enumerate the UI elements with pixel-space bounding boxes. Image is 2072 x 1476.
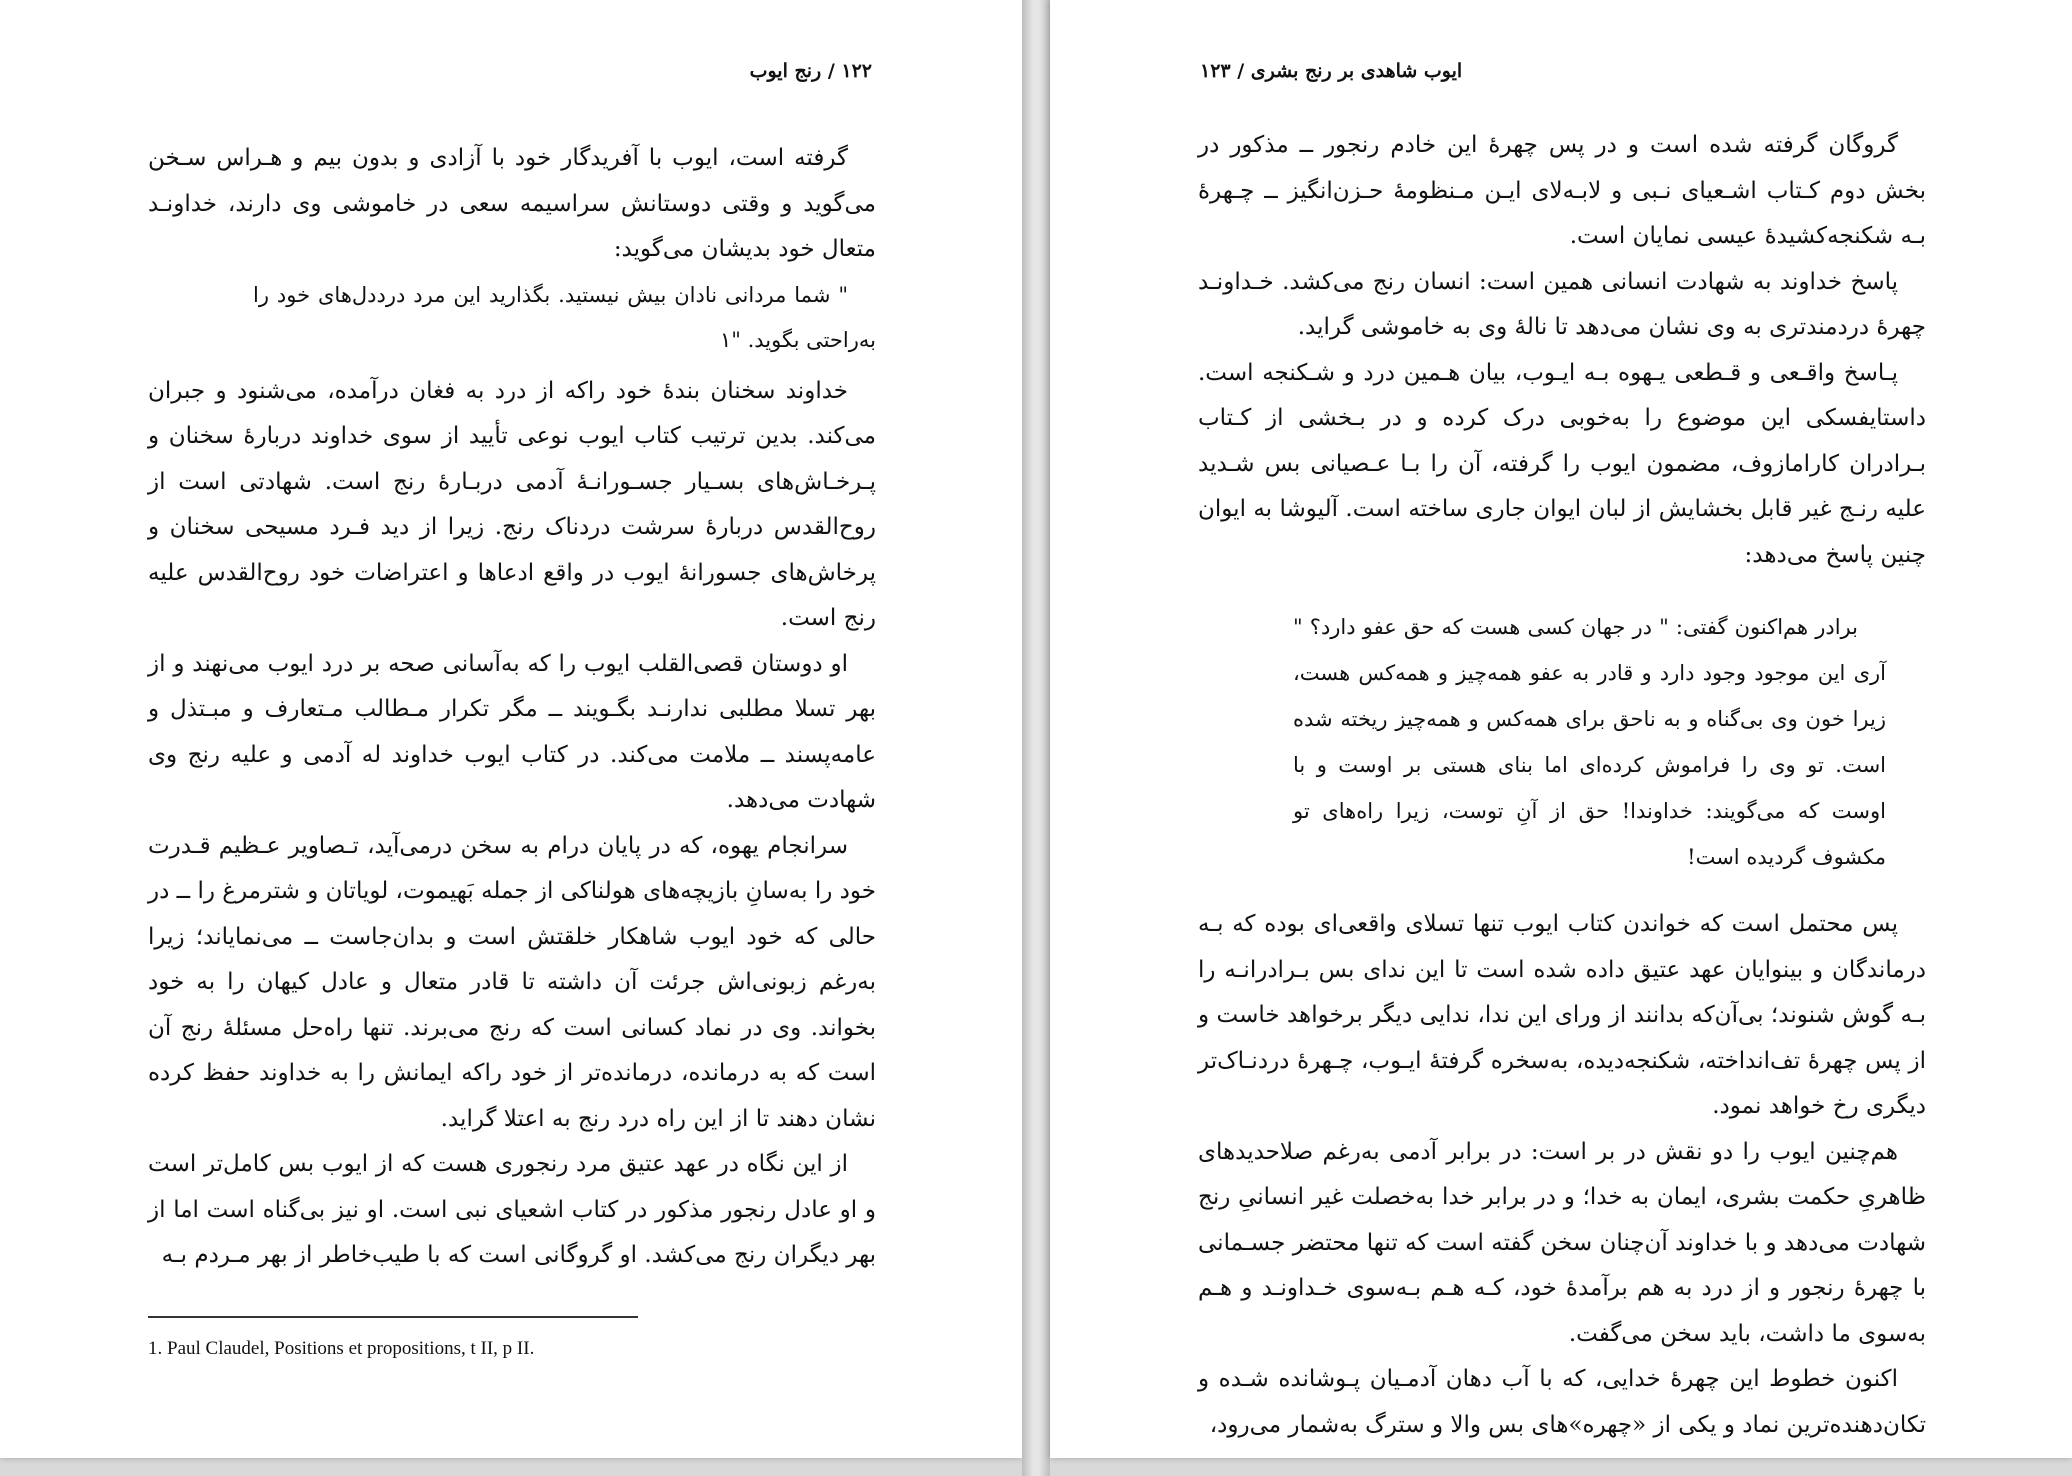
paragraph: خداوند سخنان بندهٔ خود راکه از درد به فغان درآمده، می‌شنود و جبران می‌کند. بدین ترتیب کتاب ایوب نوعی تأیید از سوی خداوند دربارهٔ سخنان و پـرخـاش‌های بسـیار جسـورانـهٔ آدمی دربـارهٔ رنج است. شهادتی است از روح‌القدس دربارهٔ سرشت دردناک رنج. زیرا از دید فـرد مسیحی سخنان و پرخاش‌های جسورانهٔ ایوب در واقع ادعاها و اعتراضات خود روح‌القدس علیه رنج است. (148, 377, 876, 631)
footnote: 1. Paul Claudel, Positions et propositions, t II, p II. (148, 1338, 535, 1359)
paragraph: پاسخ خداوند به شهادت انسانی همین است: انسان رنج می‌کشد. خـداونـد چهرهٔ دردمندتری به وی نشان می‌دهد تا نالهٔ وی به خاموشی گراید. (1198, 268, 1926, 340)
block-quote: برادر هم‌اکنون گفتی: " در جهان کسی هست که حق عفو دارد؟ " آری این موجود وجود دارد و قادر به عفو همه‌چیز و همه‌کس هست، زیرا خون وی بی‌گناه و به ناحق برای همه‌کس و همه‌چیز ریخته شده است. تو وی را فراموش کرده‌ای اما بنای هستی بر اوست و با اوست که می‌گویند: خداوندا! حق از آنِ توست، زیرا راه‌های تو مکشوف گردیده است! (1293, 615, 1886, 869)
paragraph: پـاسخ واقـعی و قـطعی یـهوه بـه ایـوب، بیان هـمین درد و شـکنجه است. داستایفسکی این موضوع را به‌خوبی درک کرده و در بـخشی از کـتاب بـرادران کارامازوف، مضمون ایوب را گرفته، آن را بـا عـصیانی بس شـدید علیه رنـج غیر قابل بخشایش از لبان ایوان جاری ساخته است. آلیوشا به ایوان چنین پاسخ می‌دهد: (1198, 359, 1926, 568)
left-page-body (148, 136, 876, 1279)
right-page-body (1198, 123, 1926, 1448)
paragraph: گروگان گرفته شده است و در پس چهرهٔ این خادم رنجور ــ مذکور در بخش دوم کـتاب اشـعیای نـبی و لابـه‌لای ایـن مـنظومهٔ حـزن‌انگیز ــ چـهرهٔ بـه شکنجه‌کشیدهٔ عیسی نمایان است. (1198, 132, 1926, 249)
paragraph: اکنون خطوط این چهرهٔ خدایی، که با آب دهان آدمـیان پـوشانده شـده و تکان‌دهنده‌ترین نماد و یکی از «چهره»های بس والا و سترگ به‌شمار می‌رود، (1198, 1366, 1926, 1438)
block-quote: " شما مردانی نادان بیش نیستید. بگذارید این مرد درددل‌های خود را به‌راحتی بگوید. "۱ (253, 282, 876, 352)
running-header-right: ایوب شاهدی بر رنج بشری / ۱۲۳ (1200, 60, 1463, 82)
paragraph: هم‌چنین ایوب را دو نقش در بر است: در برابر آدمی به‌رغم صلاحدیدهای ظاهریِ حکمت بشری، ایمان به خدا؛ و در برابر خدا به‌خصلت غیر انسانیِ رنج شهادت می‌دهد و با خداوند آن‌چنان سخن گفته است که تنها محتضر جسـمانی با چهرهٔ رنجور و از درد به هم برآمدهٔ خود، کـه هـم بـه‌سوی خـداونـد و هـم به‌سوی ما داشت، باید سخن می‌گفت. (1198, 1138, 1926, 1347)
footnote-divider (148, 1316, 638, 1318)
paragraph: سرانجام یهوه، که در پایان درام به سخن درمی‌آید، تـصاویر عـظیم قـدرت خود را به‌سانِ بازیچه‌های هولناکی از جمله بَهیموت، لویاتان و شترمرغ را ــ در حالی که خود ایوب شاهکار خلقتش است و بدان‌جاست ــ می‌نمایاند؛ زیرا به‌رغم زبونی‌اش جرئت آن داشته تا قادر متعال و عادل کیهان را به خود بخواند. وی در نماد کسانی است که رنج می‌برند. تنها راه‌حل مسئلهٔ رنج آن است که به درمانده، درمانده‌تر از خود راکه ایمانش را به خداوند حفظ کرده نشان دهند تا از این راه درد رنج به اعتلا گراید. (148, 832, 877, 1132)
paragraph: از این نگاه در عهد عتیق مرد رنجوری هست که از ایوب بس کامل‌تر است و او عادل رنجور مذکور در کتاب اشعیای نبی است. او نیز بی‌گناه است اما از بهر دیگران رنج می‌کشد. او گروگانی است که با طیب‌خاطر از بهر مـردم بـه (148, 1151, 876, 1268)
left-page (0, 0, 1022, 1458)
paragraph: گرفته است، ایوب با آفریدگار خود با آزادی و بدون بیم و هـراس سـخن می‌گوید و وقتی دوستانش سراسیمه سعی در خاموشی وی دارند، خداونـد متعال خود بدیشان می‌گوید: (148, 145, 876, 262)
running-header-left: ۱۲۲ / رنج ایوب (749, 60, 872, 82)
right-page (1050, 0, 2072, 1458)
book-gutter (1022, 0, 1050, 1476)
paragraph: پس محتمل است که خواندن کتاب ایوب تنها تسلای واقعی‌ای بوده که بـه درماندگان و بینوایان عهد عتیق داده شده است تا این ندای بس بـرادرانـه را بـه گوش شنوند؛ بی‌آن‌که بدانند از ورای این ندا، ندایی دیگر برخواهد خاست و از پس چهرهٔ تف‌انداخته، شکنجه‌دیده، به‌سخره گرفتهٔ ایـوب، چـهرهٔ دردنـاک‌تر دیگری رخ خواهد نمود. (1198, 911, 1926, 1119)
paragraph: او دوستان قصی‌القلب ایوب را که به‌آسانی صحه بر درد ایوب می‌نهند و از بهر تسلا مطلبی ندارنـد بگـویند ــ مگر تکرار مـطالب مـتعارف و مبـتذل و عامه‌پسند ــ ملامت می‌کند. در کتاب ایوب خداوند له آدمی و علیه رنج وی شهادت می‌دهد. (148, 650, 876, 813)
